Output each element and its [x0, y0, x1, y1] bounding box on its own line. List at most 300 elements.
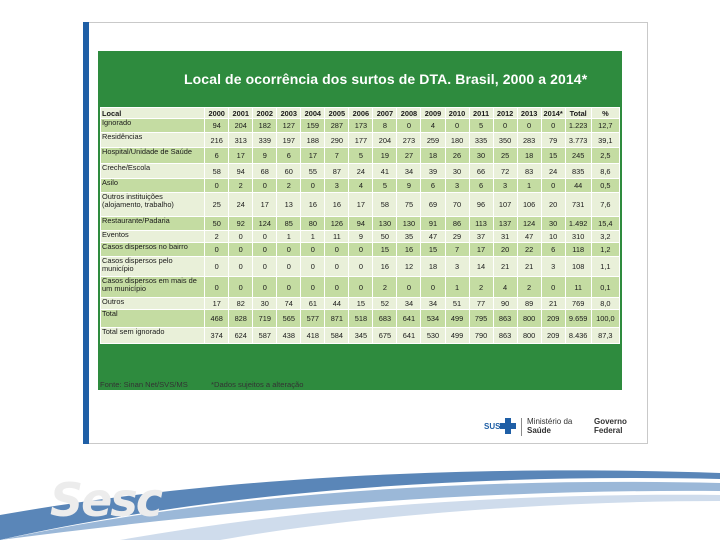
table-cell: 7: [445, 243, 469, 257]
table-cell: 0: [349, 277, 373, 298]
table-cell: 0: [541, 277, 565, 298]
table-cell: 310: [565, 231, 591, 243]
table-cell: 19: [373, 148, 397, 164]
table-cell: 350: [493, 133, 517, 148]
table-cell: 17: [301, 148, 325, 164]
table-cell: 17: [349, 193, 373, 217]
table-cell: 44: [325, 298, 349, 310]
table-row: [101, 133, 620, 148]
table-cell: 113: [469, 217, 493, 231]
ministry-line-1: Ministério da: [527, 417, 573, 426]
table-cell: 9: [349, 231, 373, 243]
table-row: [101, 148, 620, 164]
table-cell: 800: [517, 328, 541, 344]
table-cell: 1.492: [565, 217, 591, 231]
table-cell: 3: [445, 179, 469, 193]
table-cell: 287: [325, 119, 349, 133]
table-cell: 565: [277, 310, 301, 328]
table-cell: 31: [493, 231, 517, 243]
table-cell: 339: [253, 133, 277, 148]
table-row: [101, 217, 620, 231]
table-cell: 17: [253, 193, 277, 217]
table-cell: 871: [325, 310, 349, 328]
header-2004: 2004: [301, 108, 325, 119]
table-cell: 6: [277, 148, 301, 164]
table-cell: 4: [349, 179, 373, 193]
slide-accent-bar: [83, 22, 89, 444]
table-cell: 89: [517, 298, 541, 310]
header-2000: 2000: [205, 108, 229, 119]
header-total: Total: [565, 108, 591, 119]
table-row: [101, 164, 620, 179]
table-cell: 204: [229, 119, 253, 133]
table-cell: 1,1: [591, 257, 619, 277]
table-cell: 94: [229, 164, 253, 179]
table-panel: [98, 51, 622, 390]
row-local-label: Restaurante/Padaria: [101, 217, 205, 231]
table-cell: 30: [445, 164, 469, 179]
table-cell: 1,2: [591, 243, 619, 257]
row-local-label: Outros instituições (alojamento, trabalho): [101, 193, 205, 217]
table-cell: 127: [277, 119, 301, 133]
table-cell: 438: [277, 328, 301, 344]
header-2006: 2006: [349, 108, 373, 119]
outbreak-location-table: [100, 107, 620, 344]
table-cell: 25: [205, 193, 229, 217]
table-cell: 209: [541, 328, 565, 344]
table-cell: 7,6: [591, 193, 619, 217]
table-cell: 30: [253, 298, 277, 310]
table-cell: 82: [229, 298, 253, 310]
table-cell: 29: [445, 231, 469, 243]
table-cell: 55: [301, 164, 325, 179]
table-row: [101, 231, 620, 243]
table-cell: 79: [541, 133, 565, 148]
table-cell: 50: [205, 217, 229, 231]
table-cell: 9: [253, 148, 277, 164]
table-cell: 11: [325, 231, 349, 243]
row-local-label: Total sem ignorado: [101, 328, 205, 344]
table-cell: 719: [253, 310, 277, 328]
table-cell: 51: [445, 298, 469, 310]
table-cell: 4: [421, 119, 445, 133]
table-cell: 15: [421, 243, 445, 257]
table-cell: 0: [301, 243, 325, 257]
table-cell: 5: [373, 179, 397, 193]
row-local-label: Casos dispersos em mais de um município: [101, 277, 205, 298]
table-cell: 209: [541, 310, 565, 328]
table-cell: 7: [325, 148, 349, 164]
table-cell: 499: [445, 310, 469, 328]
table-cell: 0: [349, 257, 373, 277]
footnote-source: Fonte: Sinan Net/SVS/MS: [100, 380, 188, 389]
table-cell: 94: [349, 217, 373, 231]
table-cell: 8,0: [591, 298, 619, 310]
table-cell: 1: [445, 277, 469, 298]
table-cell: 18: [421, 148, 445, 164]
row-local-label: Casos dispersos pelo município: [101, 257, 205, 277]
table-cell: 90: [493, 298, 517, 310]
table-cell: 2: [205, 231, 229, 243]
table-cell: 58: [205, 164, 229, 179]
table-cell: 0: [229, 231, 253, 243]
table-cell: 100,0: [591, 310, 619, 328]
table-row: [101, 277, 620, 298]
table-cell: 3: [325, 179, 349, 193]
table-cell: 75: [397, 193, 421, 217]
table-cell: 731: [565, 193, 591, 217]
table-cell: 20: [493, 243, 517, 257]
table-title: Local de ocorrência dos surtos de DTA. Brasil, 2000 a 2014*: [184, 71, 588, 87]
table-cell: 3.773: [565, 133, 591, 148]
table-cell: 130: [373, 217, 397, 231]
table-cell: 795: [469, 310, 493, 328]
table-cell: 85: [277, 217, 301, 231]
table-cell: 68: [253, 164, 277, 179]
table-cell: 0: [325, 277, 349, 298]
table-cell: 50: [373, 231, 397, 243]
table-cell: 96: [469, 193, 493, 217]
table-cell: 0: [253, 231, 277, 243]
federal-government-logo: [594, 418, 627, 435]
table-cell: 41: [373, 164, 397, 179]
table-cell: 0,1: [591, 277, 619, 298]
sesc-logo: Sesc: [50, 473, 161, 527]
table-cell: 2: [229, 179, 253, 193]
table-cell: 2: [277, 179, 301, 193]
table-cell: 0: [253, 179, 277, 193]
table-cell: 25: [493, 148, 517, 164]
table-cell: 58: [373, 193, 397, 217]
table-cell: 0: [325, 257, 349, 277]
table-cell: 577: [301, 310, 325, 328]
row-local-label: Outros: [101, 298, 205, 310]
table-cell: 34: [421, 298, 445, 310]
table-cell: 0: [445, 119, 469, 133]
table-cell: 0: [205, 277, 229, 298]
table-cell: 86: [445, 217, 469, 231]
table-cell: 5: [349, 148, 373, 164]
table-cell: 16: [373, 257, 397, 277]
table-cell: 0: [301, 277, 325, 298]
table-cell: 130: [397, 217, 421, 231]
table-cell: 769: [565, 298, 591, 310]
table-cell: 0: [253, 277, 277, 298]
table-cell: 584: [325, 328, 349, 344]
table-cell: 26: [445, 148, 469, 164]
table-cell: 107: [493, 193, 517, 217]
table-row: [101, 257, 620, 277]
table-cell: 624: [229, 328, 253, 344]
table-cell: 204: [373, 133, 397, 148]
table-cell: 3: [445, 257, 469, 277]
table-cell: 216: [205, 133, 229, 148]
table-cell: 499: [445, 328, 469, 344]
table-cell: 47: [517, 231, 541, 243]
table-cell: 345: [349, 328, 373, 344]
table-cell: 118: [565, 243, 591, 257]
table-cell: 641: [397, 310, 421, 328]
header-2013: 2013: [517, 108, 541, 119]
header-: %: [591, 108, 619, 119]
table-cell: 72: [493, 164, 517, 179]
table-cell: 126: [325, 217, 349, 231]
table-cell: 24: [541, 164, 565, 179]
table-cell: 3: [541, 257, 565, 277]
table-cell: 530: [421, 328, 445, 344]
table-cell: 24: [229, 193, 253, 217]
table-cell: 80: [301, 217, 325, 231]
table-cell: 0: [325, 243, 349, 257]
table-cell: 9.659: [565, 310, 591, 328]
table-cell: 20: [541, 193, 565, 217]
table-cell: 44: [565, 179, 591, 193]
table-cell: 863: [493, 328, 517, 344]
table-cell: 2: [373, 277, 397, 298]
table-cell: 828: [229, 310, 253, 328]
table-cell: 2,5: [591, 148, 619, 164]
table-cell: 52: [373, 298, 397, 310]
table-cell: 159: [301, 119, 325, 133]
table-cell: 182: [253, 119, 277, 133]
table-cell: 0,5: [591, 179, 619, 193]
government-line-1: Governo: [594, 417, 627, 426]
row-local-label: Casos dispersos no bairro: [101, 243, 205, 257]
table-cell: 15: [349, 298, 373, 310]
table-cell: 273: [397, 133, 421, 148]
table-row: [101, 119, 620, 133]
table-cell: 106: [517, 193, 541, 217]
table-cell: 6: [421, 179, 445, 193]
table-cell: 34: [397, 164, 421, 179]
table-cell: 0: [541, 179, 565, 193]
table-cell: 800: [517, 310, 541, 328]
table-cell: 683: [373, 310, 397, 328]
table-cell: 21: [493, 257, 517, 277]
table-cell: 21: [517, 257, 541, 277]
table-cell: 18: [421, 257, 445, 277]
table-row: [101, 193, 620, 217]
table-cell: 0: [541, 119, 565, 133]
table-cell: 87: [325, 164, 349, 179]
table-title-band: [98, 51, 622, 107]
table-cell: 14: [469, 257, 493, 277]
table-cell: 10: [541, 231, 565, 243]
table-cell: 77: [469, 298, 493, 310]
table-cell: 6: [541, 243, 565, 257]
ministry-line-2: Saúde: [527, 425, 552, 435]
table-row: [101, 243, 620, 257]
table-cell: 12: [397, 257, 421, 277]
table-cell: 17: [229, 148, 253, 164]
footnote-note: *Dados sujeitos a alteração: [211, 380, 304, 389]
table-cell: 283: [517, 133, 541, 148]
table-cell: 35: [397, 231, 421, 243]
header-2012: 2012: [493, 108, 517, 119]
table-cell: 17: [205, 298, 229, 310]
table-cell: 30: [541, 217, 565, 231]
table-cell: 94: [205, 119, 229, 133]
sus-logo-text: SUS: [484, 422, 501, 431]
table-cell: 61: [301, 298, 325, 310]
table-cell: 534: [421, 310, 445, 328]
table-cell: 124: [517, 217, 541, 231]
table-cell: 0: [421, 277, 445, 298]
table-cell: 15,4: [591, 217, 619, 231]
header-2014: 2014*: [541, 108, 565, 119]
table-cell: 21: [541, 298, 565, 310]
header-2001: 2001: [229, 108, 253, 119]
table-cell: 587: [253, 328, 277, 344]
table-cell: 0: [349, 243, 373, 257]
table-cell: 91: [421, 217, 445, 231]
table-cell: 0: [277, 243, 301, 257]
table-cell: 1: [277, 231, 301, 243]
table-cell: 2: [469, 277, 493, 298]
sus-logo: [484, 417, 519, 437]
table-row: [101, 179, 620, 193]
table-cell: 22: [517, 243, 541, 257]
table-cell: 27: [397, 148, 421, 164]
row-local-label: Hospital/Unidade de Saúde: [101, 148, 205, 164]
table-cell: 173: [349, 119, 373, 133]
table-cell: 290: [325, 133, 349, 148]
table-cell: 1: [301, 231, 325, 243]
table-cell: 0: [205, 257, 229, 277]
table-cell: 39,1: [591, 133, 619, 148]
row-local-label: Total: [101, 310, 205, 328]
header-2005: 2005: [325, 108, 349, 119]
table-cell: 374: [205, 328, 229, 344]
table-cell: 16: [397, 243, 421, 257]
table-cell: 641: [397, 328, 421, 344]
table-cell: 0: [253, 243, 277, 257]
sus-cross-icon: [500, 418, 516, 434]
table-cell: 0: [397, 119, 421, 133]
header-2011: 2011: [469, 108, 493, 119]
table-cell: 8: [373, 119, 397, 133]
header-2010: 2010: [445, 108, 469, 119]
table-cell: 5: [469, 119, 493, 133]
table-cell: 1.223: [565, 119, 591, 133]
row-local-label: Ignorado: [101, 119, 205, 133]
table-cell: 16: [325, 193, 349, 217]
table-cell: 124: [253, 217, 277, 231]
table-cell: 675: [373, 328, 397, 344]
table-cell: 0: [493, 119, 517, 133]
table-cell: 0: [397, 277, 421, 298]
table-cell: 11: [565, 277, 591, 298]
header-2002: 2002: [253, 108, 277, 119]
table-cell: 0: [229, 243, 253, 257]
table-cell: 60: [277, 164, 301, 179]
table-cell: 83: [517, 164, 541, 179]
table-cell: 15: [541, 148, 565, 164]
table-row: [101, 328, 620, 344]
table-cell: 0: [205, 179, 229, 193]
table-cell: 1: [517, 179, 541, 193]
table-cell: 87,3: [591, 328, 619, 344]
row-local-label: Creche/Escola: [101, 164, 205, 179]
table-cell: 16: [301, 193, 325, 217]
table-cell: 0: [277, 277, 301, 298]
table-cell: 313: [229, 133, 253, 148]
table-row: [101, 310, 620, 328]
table-cell: 74: [277, 298, 301, 310]
header-2009: 2009: [421, 108, 445, 119]
table-cell: 418: [301, 328, 325, 344]
table-cell: 39: [421, 164, 445, 179]
table-cell: 863: [493, 310, 517, 328]
table-cell: 3,2: [591, 231, 619, 243]
table-cell: 6: [205, 148, 229, 164]
table-cell: 259: [421, 133, 445, 148]
table-cell: 18: [517, 148, 541, 164]
table-cell: 30: [469, 148, 493, 164]
table-cell: 0: [229, 257, 253, 277]
government-line-2: Federal: [594, 425, 623, 435]
table-cell: 0: [253, 257, 277, 277]
table-cell: 4: [493, 277, 517, 298]
table-cell: 6: [469, 179, 493, 193]
header-2003: 2003: [277, 108, 301, 119]
table-cell: 13: [277, 193, 301, 217]
row-local-label: Asilo: [101, 179, 205, 193]
table-cell: 188: [301, 133, 325, 148]
table-cell: 69: [421, 193, 445, 217]
table-cell: 468: [205, 310, 229, 328]
header-local: Local: [101, 108, 205, 119]
header-2007: 2007: [373, 108, 397, 119]
table-cell: 47: [421, 231, 445, 243]
table-cell: 24: [349, 164, 373, 179]
table-cell: 92: [229, 217, 253, 231]
ministry-of-health-logo: [527, 418, 572, 435]
table-row: [101, 298, 620, 310]
table-cell: 0: [205, 243, 229, 257]
table-cell: 197: [277, 133, 301, 148]
table-cell: 108: [565, 257, 591, 277]
table-cell: 180: [445, 133, 469, 148]
table-cell: 177: [349, 133, 373, 148]
logo-divider: [521, 418, 522, 436]
table-cell: 9: [397, 179, 421, 193]
table-cell: 70: [445, 193, 469, 217]
table-cell: 8,6: [591, 164, 619, 179]
table-cell: 0: [301, 257, 325, 277]
table-cell: 0: [517, 119, 541, 133]
table-cell: 0: [301, 179, 325, 193]
table-cell: 335: [469, 133, 493, 148]
row-local-label: Eventos: [101, 231, 205, 243]
table-cell: 245: [565, 148, 591, 164]
table-cell: 0: [229, 277, 253, 298]
table-cell: 66: [469, 164, 493, 179]
table-cell: 518: [349, 310, 373, 328]
table-cell: 12,7: [591, 119, 619, 133]
header-2008: 2008: [397, 108, 421, 119]
table-cell: 34: [397, 298, 421, 310]
row-local-label: Residências: [101, 133, 205, 148]
table-cell: 137: [493, 217, 517, 231]
table-cell: 17: [469, 243, 493, 257]
table-cell: 37: [469, 231, 493, 243]
table-cell: 15: [373, 243, 397, 257]
table-cell: 835: [565, 164, 591, 179]
table-cell: 8.436: [565, 328, 591, 344]
table-cell: 790: [469, 328, 493, 344]
table-cell: 3: [493, 179, 517, 193]
